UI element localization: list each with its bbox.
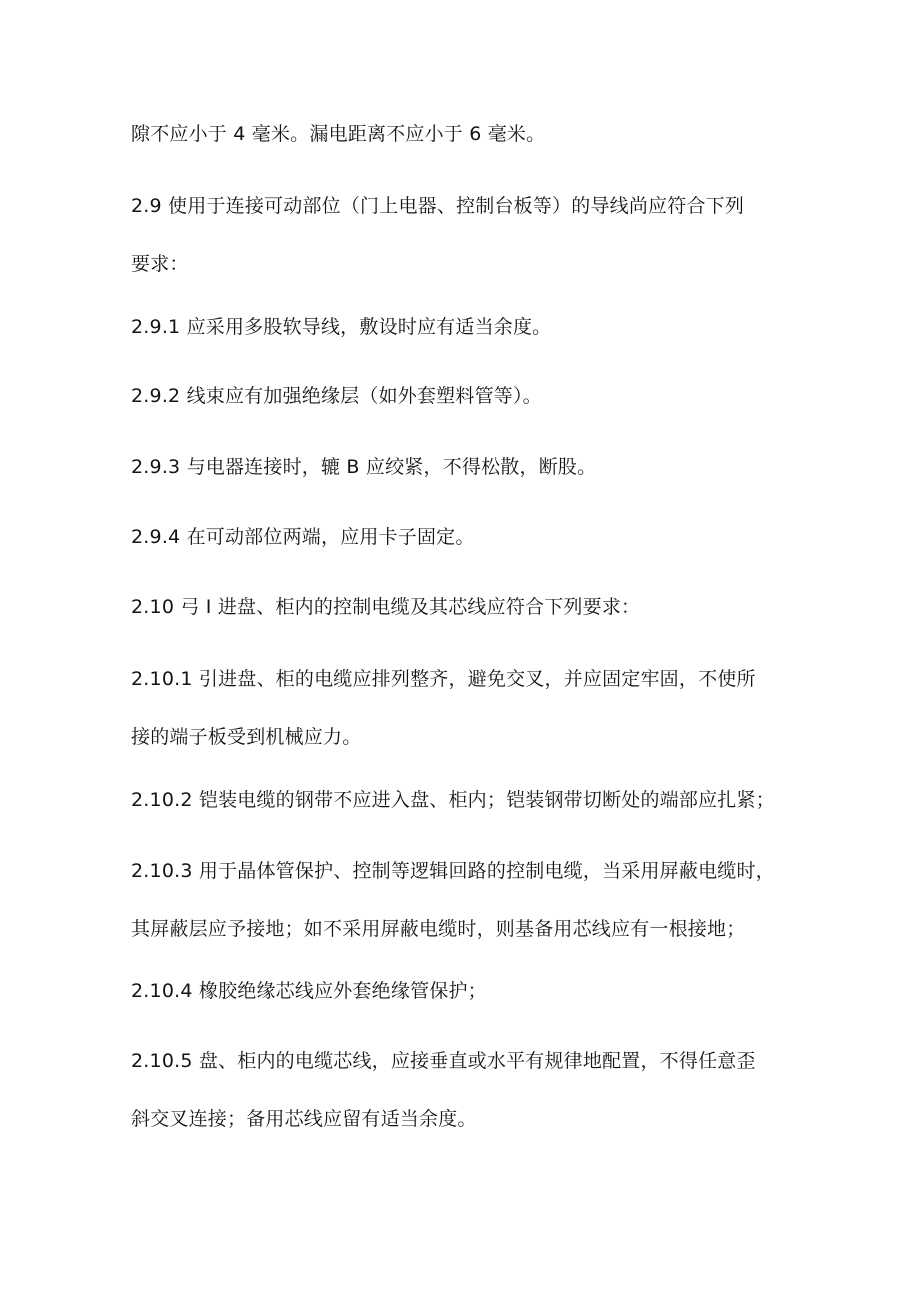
text-line: 2.9.3 与电器连接时，辘 B 应绞紧，不得松散，断股。 xyxy=(131,456,597,478)
text-line: 2.9.1 应采用多股软导线，敷设时应有适当余度。 xyxy=(131,316,552,338)
paragraph-2-10-5 xyxy=(131,1032,811,1148)
text-line: 斜交叉连接；备用芯线应留有适当余度。 xyxy=(131,1108,477,1130)
text-line: 2.9.4 在可动部位两端，应用卡子固定。 xyxy=(131,526,475,548)
paragraph-2-9-3 xyxy=(131,438,811,496)
text-line: 隙不应小于 4 毫米。漏电距离不应小于 6 毫米。 xyxy=(131,123,546,145)
text-line: 2.10.3 用于晶体管保护、控制等逻辑回路的控制电缆，当采用屏蔽电缆时， xyxy=(131,860,775,882)
paragraph-2-10-1 xyxy=(131,650,811,766)
text-line: 接的端子板受到机械应力。 xyxy=(131,726,362,748)
text-line: 2.10 弓 I 进盘、柜内的控制电缆及其芯线应符合下列要求： xyxy=(131,596,641,618)
text-line: 2.9 使用于连接可动部位（门上电器、控制台板等）的导线尚应符合下列 xyxy=(131,195,745,217)
paragraph-2-10-3 xyxy=(131,842,811,958)
text-line: 其屏蔽层应予接地；如不采用屏蔽电缆时，则基备用芯线应有一根接地； xyxy=(131,918,746,940)
paragraph-2-9-2 xyxy=(131,367,811,425)
text-line: 2.10.5 盘、柜内的电缆芯线，应接垂直或水平有规律地配置，不得任意歪 xyxy=(131,1050,756,1072)
text-line: 2.9.2 线束应有加强绝缘层（如外套塑料管等）。 xyxy=(131,385,542,407)
paragraph-2-10-2 xyxy=(131,771,811,829)
paragraph-2-9-1 xyxy=(131,298,811,356)
paragraph-2-9-4 xyxy=(131,508,811,566)
paragraph-2-10-4 xyxy=(131,962,811,1020)
paragraph-2-10 xyxy=(131,578,811,636)
text-line: 2.10.4 橡胶绝缘芯线应外套绝缘管保护； xyxy=(131,980,487,1002)
text-line: 2.10.1 引进盘、柜的电缆应排列整齐，避免交叉，并应固定牢固，不使所 xyxy=(131,668,756,690)
text-line: 2.10.2 铠装电缆的钢带不应进入盘、柜内；铠装钢带切断处的端部应扎紧； xyxy=(131,789,775,811)
paragraph-clearance-continuation xyxy=(131,105,811,163)
text-line: 要求： xyxy=(131,253,189,275)
paragraph-2-9 xyxy=(131,177,811,293)
